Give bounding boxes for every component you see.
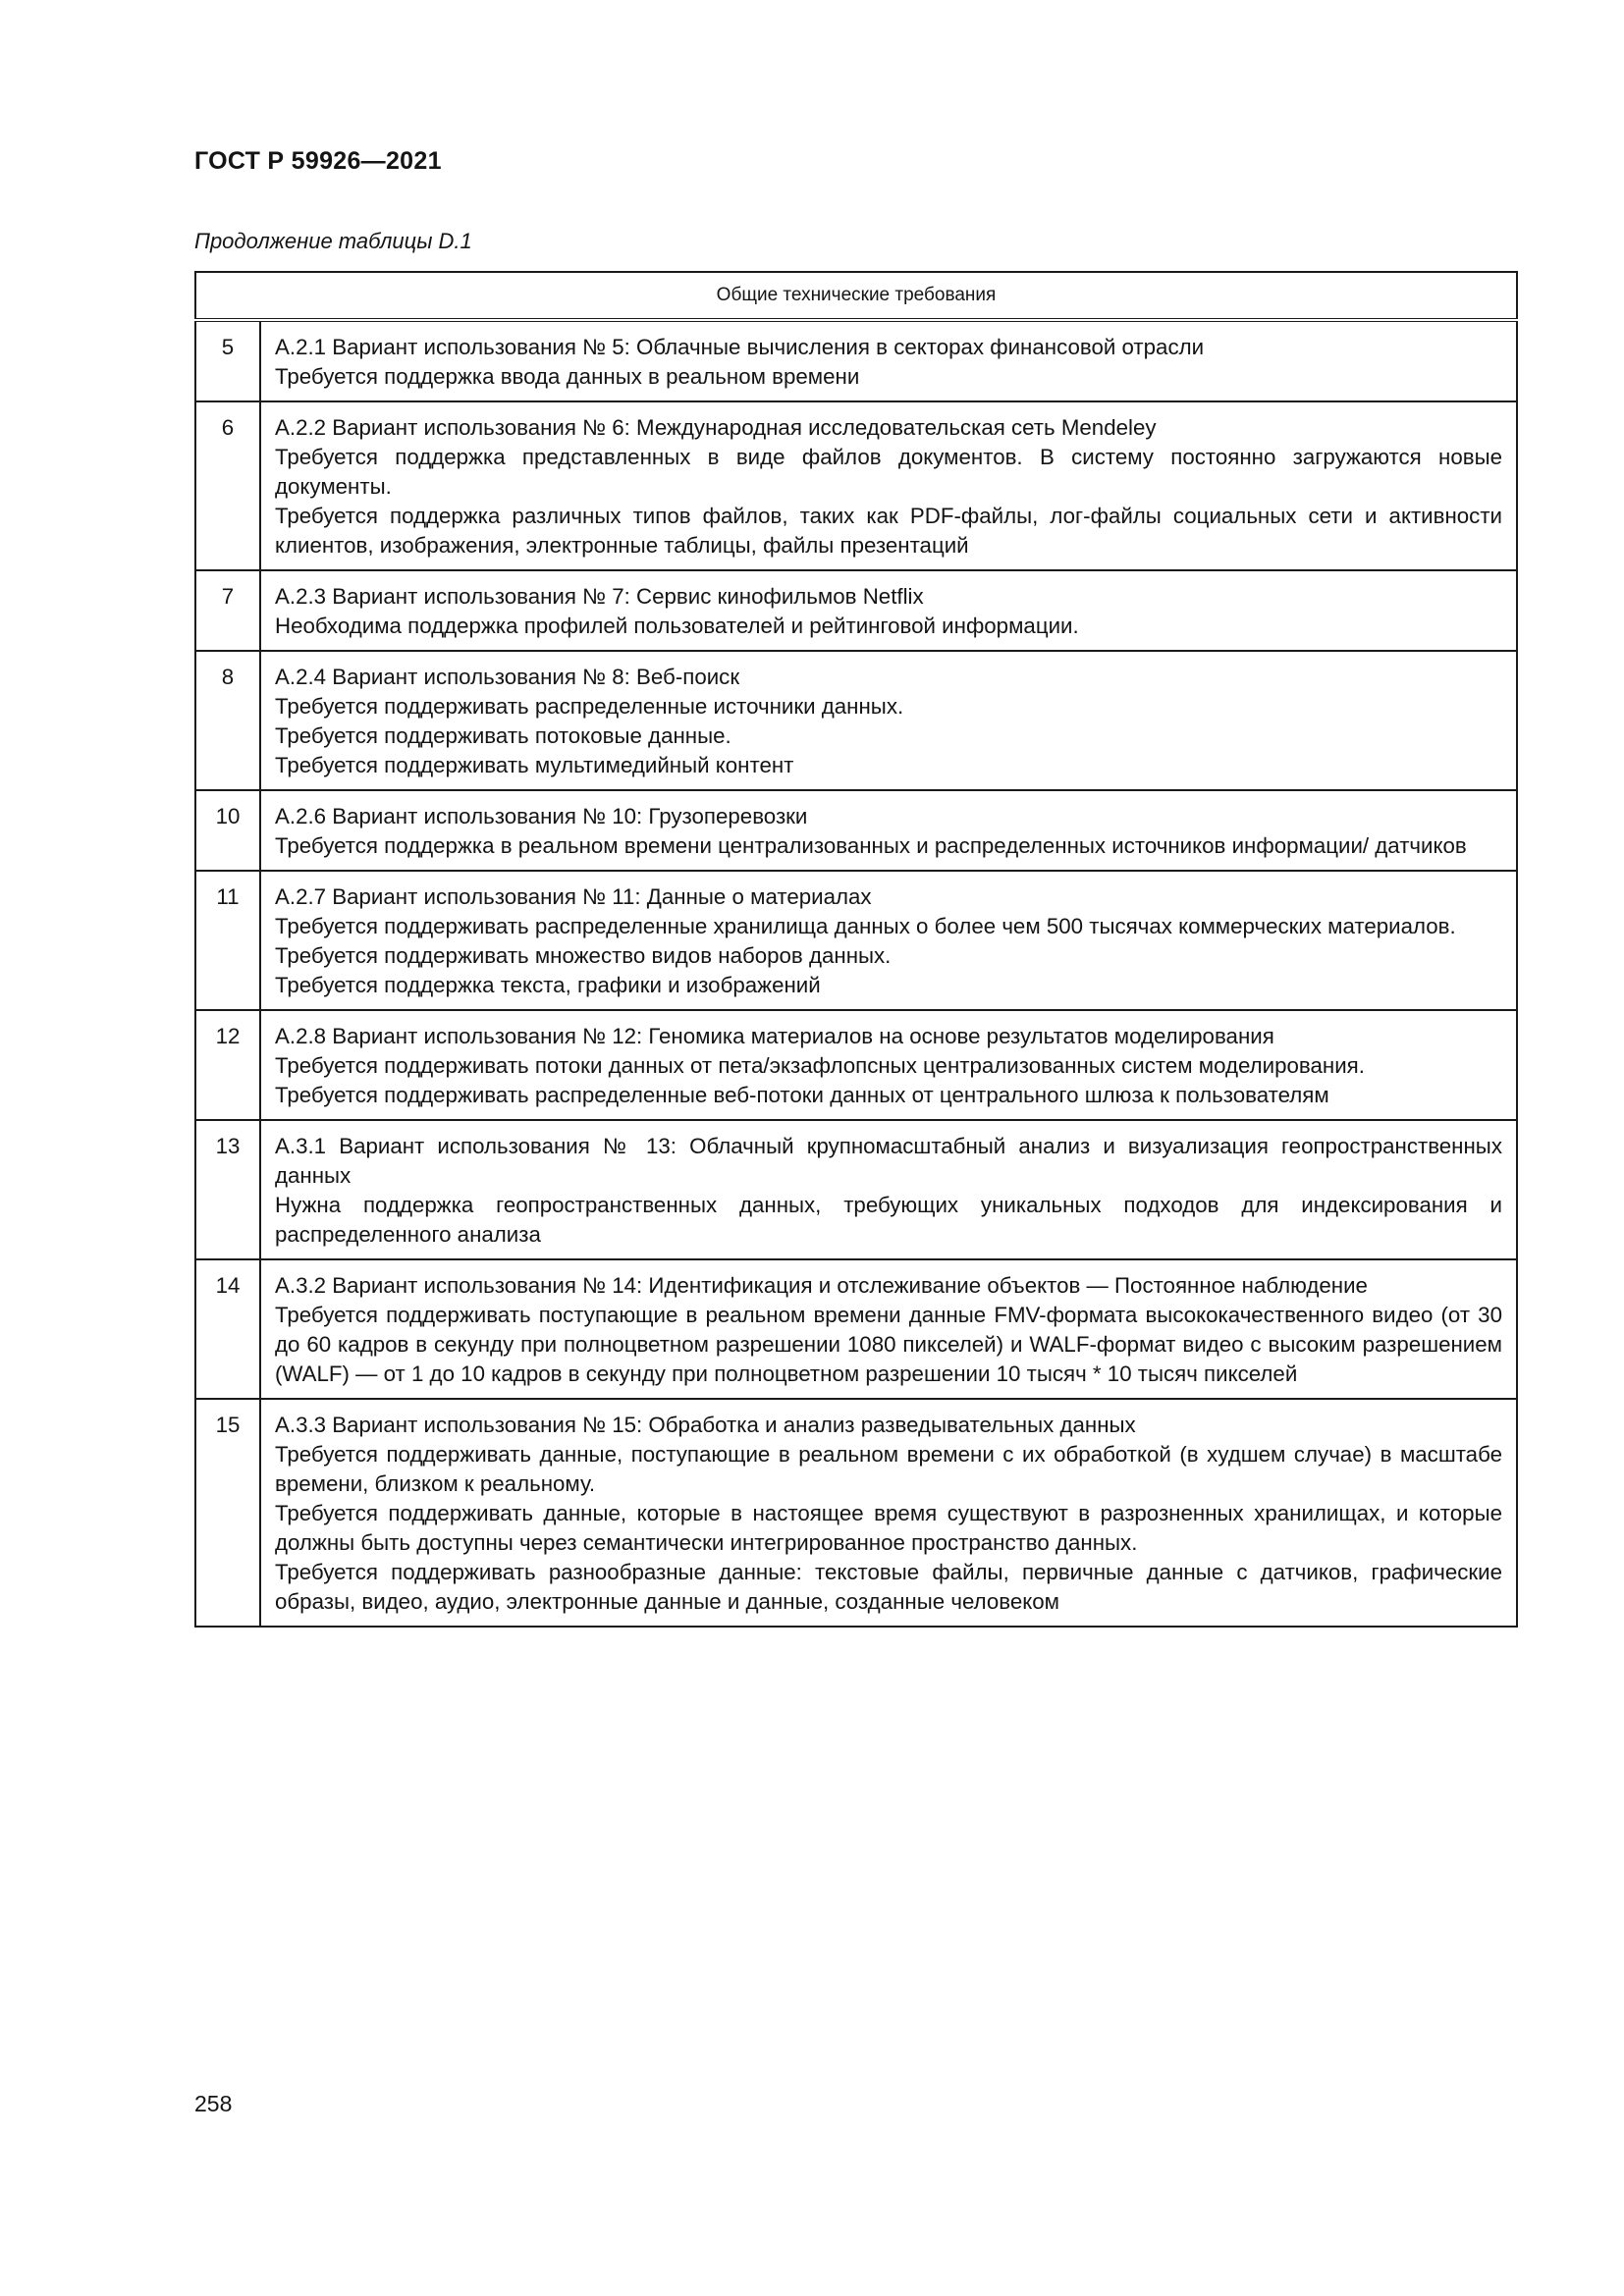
table-row [195, 570, 1517, 651]
table-row [195, 651, 1517, 790]
use-case-title: А.2.4 Вариант использования № 8: Веб-поиск [275, 665, 740, 689]
use-case-title: А.3.2 Вариант использования № 14: Идентификация и отслеживание объектов — Постоянное наблюдение [275, 1273, 1368, 1298]
requirement-text [260, 320, 1517, 401]
table-header-row [195, 272, 1517, 320]
requirement-text [260, 1399, 1517, 1627]
requirement-line: Требуется поддержка в реальном времени централизованных и распределенных источников информации/ датчиков [275, 833, 1467, 858]
row-number: 14 [195, 1259, 260, 1399]
table-row [195, 1120, 1517, 1259]
requirement-line: Требуется поддерживать данные, которые в настоящее время существуют в разрозненных хранилищах, и которые должны быть доступны через семантически интегрированное пространство данных. [275, 1501, 1502, 1555]
use-case-title: А.2.6 Вариант использования № 10: Грузоперевозки [275, 804, 808, 828]
row-number: 12 [195, 1010, 260, 1120]
requirement-line: Необходима поддержка профилей пользователей и рейтинговой информации. [275, 614, 1079, 638]
row-number: 6 [195, 401, 260, 570]
table-row [195, 1010, 1517, 1120]
requirement-text [260, 1120, 1517, 1259]
requirement-text [260, 570, 1517, 651]
row-number: 5 [195, 320, 260, 401]
use-case-title: А.3.1 Вариант использования № 13: Облачный крупномасштабный анализ и визуализация геопространственных данных [275, 1134, 1502, 1188]
document-code: ГОСТ Р 59926—2021 [194, 147, 442, 175]
requirement-line: Требуется поддержка различных типов файлов, таких как PDF-файлы, лог-файлы социальных сети и активности клиентов, изображения, электронные таблицы, файлы презентаций [275, 504, 1502, 558]
requirement-line: Требуется поддерживать данные, поступающие в реальном времени с их обработкой (в худшем случае) в масштабе времени, близком к реальному. [275, 1442, 1502, 1496]
row-number: 7 [195, 570, 260, 651]
requirements-table [194, 271, 1518, 1628]
requirement-line: Требуется поддерживать распределенные веб-потоки данных от центрального шлюза к пользователям [275, 1083, 1329, 1107]
requirement-line: Требуется поддерживать распределенные хранилища данных о более чем 500 тысячах коммерческих материалов. [275, 914, 1456, 938]
requirement-line: Требуется поддерживать поступающие в реальном времени данные FMV-формата высококачественного видео (от 30 до 60 кадров в секунду при полноцветном разрешении 1080 пикселей) и WALF-формат видео с высоким разрешением (WALF) — от 1 до 10 кадров в секунду при полноцветном разрешении 10 тысяч * 10 тысяч пикселей [275, 1303, 1502, 1386]
use-case-title: А.2.8 Вариант использования № 12: Геномика материалов на основе результатов моделирования [275, 1024, 1274, 1048]
use-case-title: А.2.1 Вариант использования № 5: Облачные вычисления в секторах финансовой отрасли [275, 335, 1205, 359]
row-number: 11 [195, 871, 260, 1010]
requirement-line: Требуется поддерживать распределенные источники данных. [275, 694, 904, 719]
row-number: 13 [195, 1120, 260, 1259]
requirement-line: Требуется поддержка представленных в виде файлов документов. В систему постоянно загружаются новые документы. [275, 445, 1502, 499]
requirement-text [260, 1259, 1517, 1399]
table-header-cell: Общие технические требования [195, 272, 1517, 320]
requirement-line: Требуется поддержка текста, графики и изображений [275, 973, 821, 997]
requirement-line: Требуется поддерживать потоковые данные. [275, 723, 731, 748]
requirement-text [260, 401, 1517, 570]
page-number: 258 [194, 2091, 233, 2116]
requirement-line: Требуется поддерживать потоки данных от пета/экзафлопсных централизованных систем моделирования. [275, 1053, 1365, 1078]
requirement-line: Нужна поддержка геопространственных данных, требующих уникальных подходов для индексирования и распределенного анализа [275, 1193, 1502, 1247]
requirement-text [260, 1010, 1517, 1120]
use-case-title: А.2.2 Вариант использования № 6: Международная исследовательская сеть Mendeley [275, 415, 1157, 440]
table-body [195, 320, 1517, 1627]
use-case-title: А.2.3 Вариант использования № 7: Сервис кинофильмов Netflix [275, 584, 924, 609]
requirement-line: Требуется поддержка ввода данных в реальном времени [275, 364, 860, 389]
use-case-title: А.2.7 Вариант использования № 11: Данные о материалах [275, 884, 872, 909]
requirement-line: Требуется поддерживать мультимедийный контент [275, 753, 794, 777]
use-case-title: А.3.3 Вариант использования № 15: Обработка и анализ разведывательных данных [275, 1413, 1136, 1437]
requirement-text [260, 871, 1517, 1010]
table-row [195, 790, 1517, 871]
table-caption: Продолжение таблицы D.1 [194, 229, 472, 253]
row-number: 15 [195, 1399, 260, 1627]
requirement-line: Требуется поддерживать разнообразные данные: текстовые файлы, первичные данные с датчиков, графические образы, видео, аудио, электронные данные и данные, созданные человеком [275, 1560, 1502, 1614]
table-row [195, 1259, 1517, 1399]
requirement-text [260, 651, 1517, 790]
table-row [195, 1399, 1517, 1627]
table-row [195, 871, 1517, 1010]
row-number: 8 [195, 651, 260, 790]
row-number: 10 [195, 790, 260, 871]
requirement-line: Требуется поддерживать множество видов наборов данных. [275, 943, 892, 968]
requirement-text [260, 790, 1517, 871]
table-row [195, 320, 1517, 401]
table-row [195, 401, 1517, 570]
